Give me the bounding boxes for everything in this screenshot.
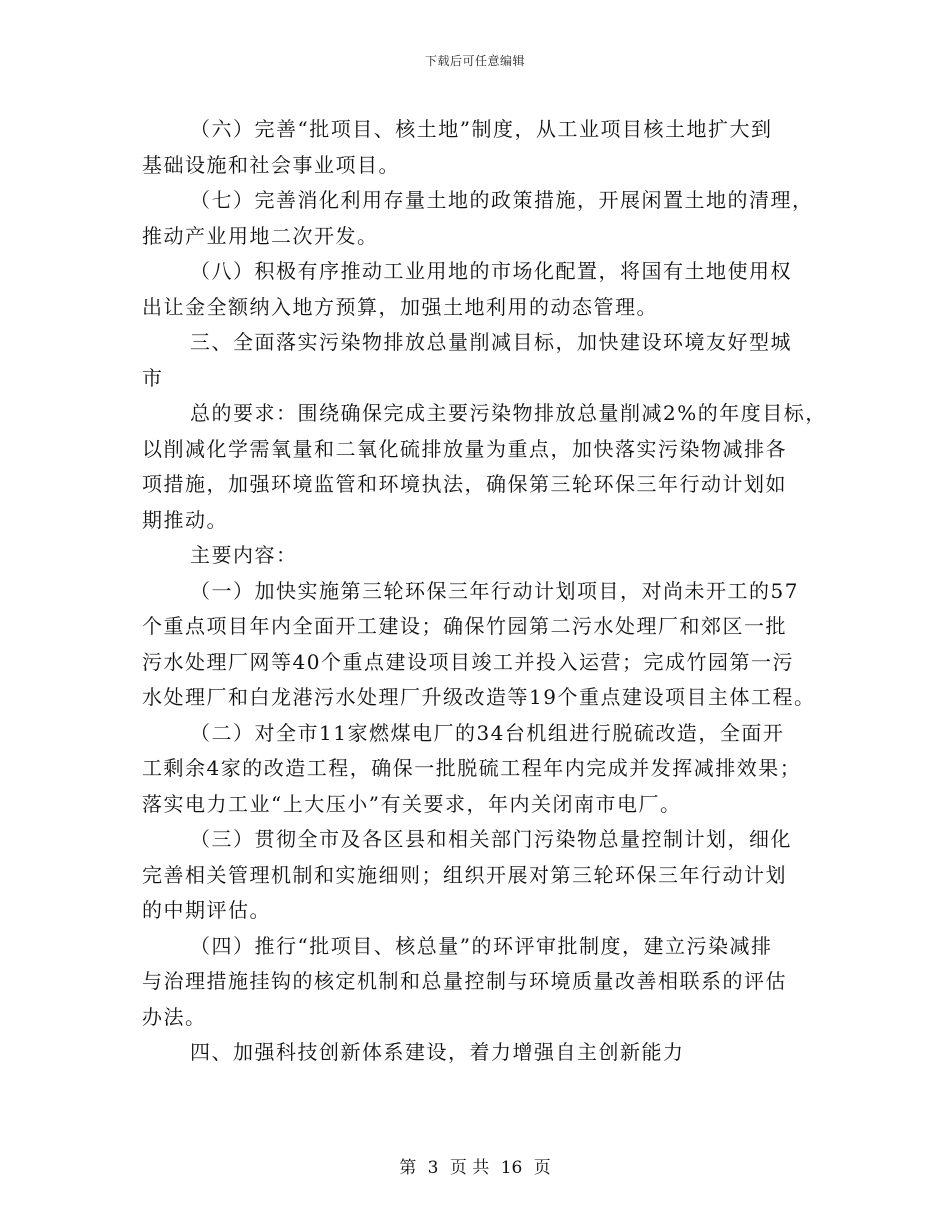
footer-mid: 页 共 bbox=[449, 1158, 490, 1178]
document-body bbox=[142, 112, 827, 1071]
text-line: 基础设施和社会事业项目。 bbox=[142, 152, 400, 177]
footer-current-page: 3 bbox=[427, 1158, 439, 1178]
page-header: 下载后可任意编辑 bbox=[424, 54, 525, 68]
text-line: 办法。 bbox=[142, 1004, 207, 1029]
text-line: （八）积极有序推动工业用地的市场化配置，将国有土地使用权 bbox=[190, 259, 792, 283]
text-line: （六）完善“批项目、核土地”制度，从工业项目核土地扩大到 bbox=[190, 117, 773, 141]
text-line: 四、加强科技创新体系建设，着力增强自主创新能力 bbox=[190, 1040, 685, 1064]
text-line: 推动产业用地二次开发。 bbox=[142, 223, 379, 248]
text-line: 完善相关管理机制和实施细则；组织开展对第三轮环保三年行动计划 bbox=[142, 862, 787, 887]
text-line: 总的要求：围绕确保完成主要污染物排放总量削减2%的年度目标， bbox=[190, 401, 827, 425]
footer-total-pages: 16 bbox=[500, 1158, 523, 1178]
text-line: （三）贯彻全市及各区县和相关部门污染物总量控制计划，细化 bbox=[190, 827, 792, 851]
footer-prefix: 第 bbox=[399, 1158, 417, 1178]
text-line: （七）完善消化利用存量土地的政策措施，开展闲置土地的清理， bbox=[190, 188, 814, 212]
text-line: 项措施，加强环境监管和环境执法，确保第三轮环保三年行动计划如 bbox=[142, 472, 787, 496]
text-line: 水处理厂和白龙港污水处理厂升级改造等19个重点建设项目主体工程。 bbox=[142, 685, 816, 709]
text-line: 三、全面落实污染物排放总量削减目标，加快建设环境友好型城 bbox=[190, 330, 792, 354]
footer-suffix: 页 bbox=[533, 1158, 551, 1178]
text-line: 市 bbox=[142, 365, 164, 390]
text-line: 个重点项目年内全面开工建设；确保竹园第二污水处理厂和郊区一批 bbox=[142, 614, 787, 638]
text-line: （四）推行“批项目、核总量”的环评审批制度，建立污染减排 bbox=[190, 933, 773, 958]
text-line: 污水处理厂网等40个重点建设项目竣工并投入运营；完成竹园第一污 bbox=[142, 649, 794, 674]
text-line: 主要内容： bbox=[190, 543, 298, 567]
text-line: 与治理措施挂钩的核定机制和总量控制与环境质量改善相联系的评估 bbox=[142, 969, 787, 993]
text-line: （二）对全市11家燃煤电厂的34台机组进行脱硫改造，全面开 bbox=[190, 720, 785, 745]
text-line: （一）加快实施第三轮环保三年行动计划项目，对尚未开工的57 bbox=[190, 578, 799, 603]
text-line: 的中期评估。 bbox=[142, 898, 271, 922]
text-line: 期推动。 bbox=[142, 507, 228, 532]
text-line: 工剩余4家的改造工程，确保一批脱硫工程年内完成并发挥减排效果； bbox=[142, 756, 802, 780]
text-line: 以削减化学需氧量和二氧化硫排放量为重点，加快落实污染物减排各 bbox=[142, 436, 787, 461]
page-footer bbox=[0, 1153, 950, 1178]
text-line: 出让金全额纳入地方预算，加强土地利用的动态管理。 bbox=[142, 294, 658, 319]
text-line: 落实电力工业“上大压小”有关要求，年内关闭南市电厂。 bbox=[142, 791, 682, 816]
